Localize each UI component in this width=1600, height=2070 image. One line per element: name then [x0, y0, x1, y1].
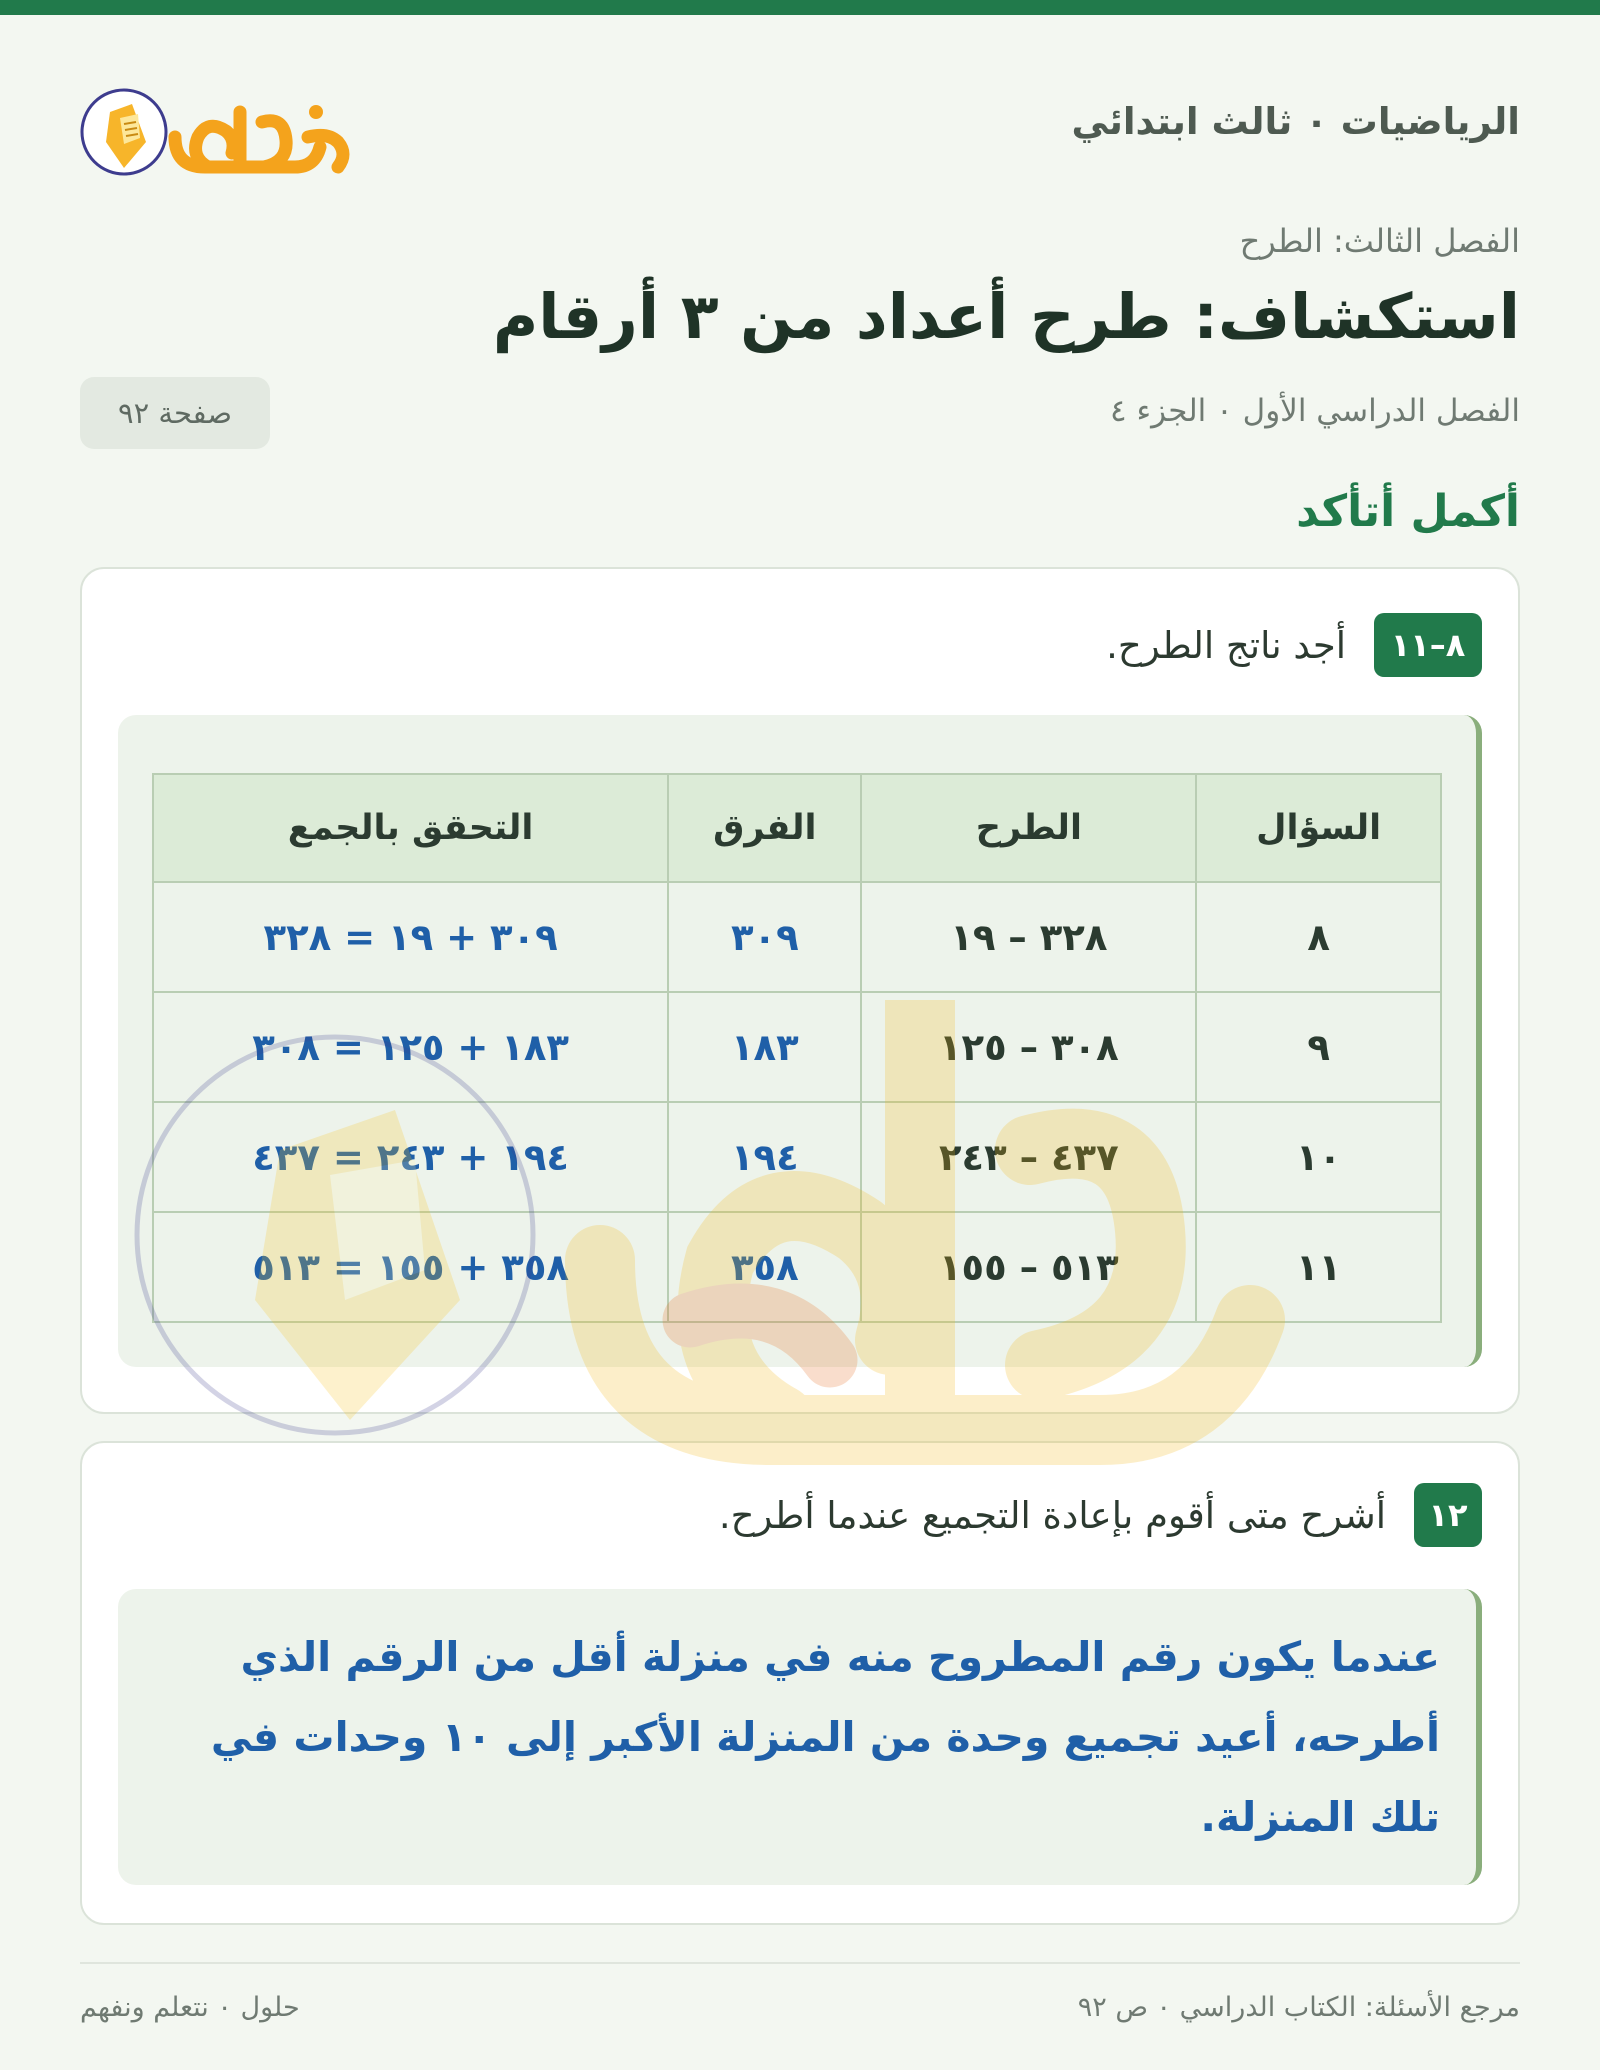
subtraction-cell: ٣٠٨ – ١٢٥: [861, 992, 1196, 1102]
column-header: التحقق بالجمع: [153, 774, 668, 882]
table-header-row: [153, 774, 1441, 882]
question-text: أجد ناتج الطرح.: [1106, 623, 1346, 667]
footer-brand: حلول ٠ نتعلم ونفهم: [80, 1992, 300, 2023]
chapter-label: الفصل الثالث: الطرح: [1239, 222, 1520, 260]
difference-cell: ٣٠٩: [668, 882, 861, 992]
subtraction-table: [152, 773, 1442, 1323]
answer-box: [118, 1589, 1482, 1885]
lesson-title: استكشاف: طرح أعداد من ٣ أرقام: [492, 280, 1520, 353]
table-row: [153, 1212, 1441, 1322]
table-row: [153, 992, 1441, 1102]
lesson-meta: الفصل الدراسي الأول ٠ الجزء ٤: [1110, 393, 1520, 429]
check-cell: ١٩٤ + ٢٤٣ = ٤٣٧: [153, 1102, 668, 1212]
question-number-badge: ٨–١١: [1374, 613, 1482, 677]
question-header: [719, 1483, 1482, 1547]
answer-box: [118, 715, 1482, 1367]
question-number-cell: ٩: [1196, 992, 1441, 1102]
question-number-cell: ٨: [1196, 882, 1441, 992]
subtraction-cell: ٥١٣ – ١٥٥: [861, 1212, 1196, 1322]
question-card-8-11: [80, 567, 1520, 1414]
difference-cell: ١٨٣: [668, 992, 861, 1102]
difference-cell: ١٩٤: [668, 1102, 861, 1212]
column-header: السؤال: [1196, 774, 1441, 882]
footer-divider: [80, 1962, 1520, 1964]
check-cell: ٣٠٩ + ١٩ = ٣٢٨: [153, 882, 668, 992]
column-header: الطرح: [861, 774, 1196, 882]
table-row: [153, 1102, 1441, 1212]
top-accent-bar: [0, 0, 1600, 15]
question-number-badge: ١٢: [1414, 1483, 1482, 1547]
hulool-logo[interactable]: [80, 82, 370, 182]
subject-label: الرياضيات ٠ ثالث ابتدائي: [1071, 100, 1520, 143]
question-header: [1106, 613, 1482, 677]
page-header: [80, 82, 1520, 192]
question-number-cell: ١١: [1196, 1212, 1441, 1322]
footer-reference: مرجع الأسئلة: الكتاب الدراسي ٠ ص ٩٢: [1077, 1992, 1520, 2023]
subtraction-cell: ٣٢٨ – ١٩: [861, 882, 1196, 992]
section-title: أكمل أتأكد: [1296, 486, 1520, 537]
column-header: الفرق: [668, 774, 861, 882]
question-text: أشرح متى أقوم بإعادة التجميع عندما أطرح.: [718, 1493, 1386, 1537]
check-cell: ١٨٣ + ١٢٥ = ٣٠٨: [153, 992, 668, 1102]
page-badge: صفحة ٩٢: [80, 377, 270, 449]
table-row: [153, 882, 1441, 992]
check-cell: ٣٥٨ + ١٥٥ = ٥١٣: [153, 1212, 668, 1322]
question-card-12: [80, 1441, 1520, 1925]
question-number-cell: ١٠: [1196, 1102, 1441, 1212]
answer-text: عندما يكون رقم المطروح منه في منزلة أقل من الرقم الذي أطرحه، أعيد تجميع وحدة من المنزلة الأكبر إلى ١٠ وحدات في تلك المنزلة.: [210, 1633, 1440, 1841]
logo-icon: [80, 82, 370, 182]
subtraction-cell: ٤٣٧ – ٢٤٣: [861, 1102, 1196, 1212]
difference-cell: ٣٥٨: [668, 1212, 861, 1322]
